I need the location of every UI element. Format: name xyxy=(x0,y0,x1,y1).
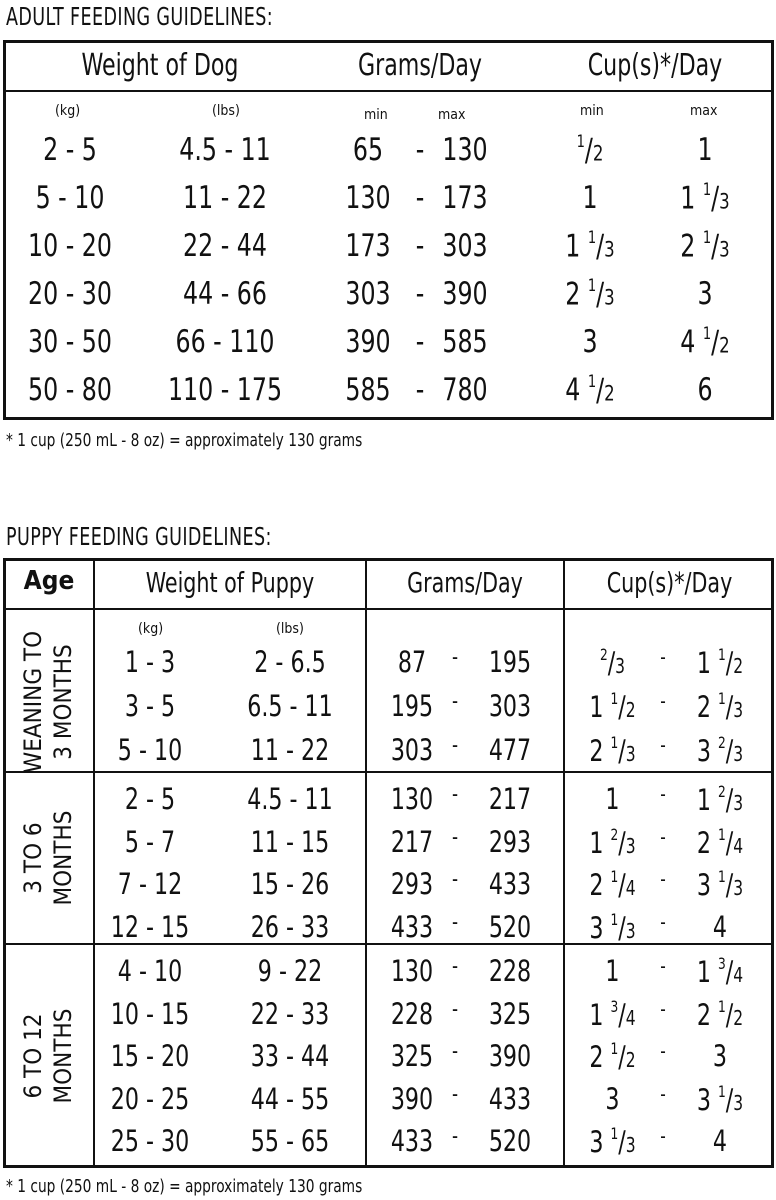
puppy-col-divider-weight xyxy=(365,558,367,1168)
puppy-cell-gmax: 303 xyxy=(488,689,532,723)
age-group-weaning-line1: WEANING TO xyxy=(19,630,47,774)
puppy-cell-lbs: 11 - 15 xyxy=(250,824,330,859)
puppy-cell-cmin: 2 $^1$/3 xyxy=(589,733,636,768)
puppy-cell-cmax: 4 xyxy=(712,909,728,944)
adult-cell-cmin: 1 xyxy=(582,180,598,216)
puppy-cell-gmax: 520 xyxy=(488,1124,532,1158)
adult-cell-gmax: 173 xyxy=(442,180,488,216)
adult-cell-gdash: - xyxy=(415,276,425,312)
puppy-cell-kg: 3 - 5 xyxy=(124,689,176,723)
adult-cell-gmin: 130 xyxy=(345,180,391,216)
adult-cell-gmax: 585 xyxy=(442,324,488,360)
puppy-cell-cmax: 2 $^1$/2 xyxy=(696,996,744,1032)
adult-unit-gmin: min xyxy=(364,107,388,123)
puppy-cell-cmin: 1 $^2$/3 xyxy=(589,824,636,860)
puppy-cell-kg: 4 - 10 xyxy=(117,954,183,988)
puppy-cell-lbs: 44 - 55 xyxy=(250,1081,330,1116)
puppy-cell-cdash: - xyxy=(660,909,666,934)
adult-cell-cmin: $^1$/2 xyxy=(576,132,604,169)
puppy-cell-gmin: 303 xyxy=(390,733,434,767)
puppy-cell-cdash: - xyxy=(660,645,666,669)
puppy-cell-gmax: 195 xyxy=(488,645,532,679)
adult-unit-cmin: min xyxy=(580,103,604,119)
puppy-header-cups: Cup(s)*/Day xyxy=(606,566,733,599)
puppy-cell-gmax: 390 xyxy=(488,1039,532,1073)
age-group-weaning xyxy=(18,622,78,782)
puppy-cell-cmin: $^2$/3 xyxy=(599,645,626,680)
adult-cell-kg: 30 - 50 xyxy=(28,324,112,360)
puppy-cell-cdash: - xyxy=(660,782,666,806)
age-group-6-12-line2: MONTHS xyxy=(49,1008,77,1104)
puppy-cell-gmax: 325 xyxy=(488,996,532,1031)
puppy-cell-cmin: 1 $^3$/4 xyxy=(589,996,636,1032)
age-group-weaning-line2: 3 MONTHS xyxy=(49,644,77,760)
puppy-cell-gmin: 217 xyxy=(390,824,434,859)
puppy-unit-lbs: (lbs) xyxy=(276,621,304,637)
adult-cell-lbs: 44 - 66 xyxy=(183,276,267,312)
adult-cell-gmin: 173 xyxy=(345,228,391,264)
puppy-cell-gmin: 325 xyxy=(390,1039,434,1073)
adult-cell-gmax: 130 xyxy=(442,132,488,168)
puppy-cell-gmin: 195 xyxy=(390,689,434,723)
puppy-cell-lbs: 9 - 22 xyxy=(257,954,323,988)
puppy-cell-gmin: 130 xyxy=(390,954,434,988)
adult-cell-gdash: - xyxy=(415,372,425,408)
puppy-cell-cdash: - xyxy=(660,1081,666,1106)
puppy-header-grams: Grams/Day xyxy=(407,566,523,599)
puppy-cell-cmax: 1 $^2$/3 xyxy=(696,782,744,817)
puppy-cell-gdash: - xyxy=(451,954,459,979)
puppy-cell-gmax: 433 xyxy=(488,1081,532,1116)
puppy-cell-lbs: 11 - 22 xyxy=(250,733,330,767)
puppy-cell-lbs: 33 - 44 xyxy=(250,1039,330,1073)
adult-cell-kg: 10 - 20 xyxy=(28,228,112,264)
adult-cell-gdash: - xyxy=(415,180,425,216)
puppy-cell-gdash: - xyxy=(451,909,459,935)
puppy-cell-cmax: 3 xyxy=(712,1039,728,1073)
adult-cell-cmax: 1 xyxy=(697,132,713,168)
puppy-cell-cmax: 1 $^3$/4 xyxy=(696,954,744,989)
adult-cell-lbs: 22 - 44 xyxy=(183,228,267,264)
puppy-cell-kg: 1 - 3 xyxy=(124,645,176,679)
puppy-cell-cmin: 1 xyxy=(605,782,620,816)
adult-cell-cmin: 3 xyxy=(582,324,598,360)
adult-header-cups: Cup(s)*/Day xyxy=(587,48,723,83)
puppy-cell-gdash: - xyxy=(451,1081,459,1107)
puppy-cell-gmin: 433 xyxy=(390,909,434,944)
puppy-cell-gmax: 293 xyxy=(488,824,532,859)
puppy-cell-gdash: - xyxy=(451,996,459,1022)
puppy-cell-gdash: - xyxy=(451,645,459,670)
puppy-cell-gdash: - xyxy=(451,782,459,807)
adult-cell-kg: 2 - 5 xyxy=(43,132,97,168)
adult-cell-gdash: - xyxy=(415,324,425,360)
puppy-cell-gdash: - xyxy=(451,733,459,758)
age-group-3-6 xyxy=(18,808,78,908)
puppy-header-weight: Weight of Puppy xyxy=(145,566,315,599)
puppy-cell-kg: 5 - 10 xyxy=(117,733,183,767)
adult-unit-gmax: max xyxy=(438,107,466,123)
adult-cell-cmax: 4 $^1$/2 xyxy=(680,324,730,361)
puppy-cell-kg: 20 - 25 xyxy=(110,1081,190,1116)
puppy-cell-cmax: 2 $^1$/3 xyxy=(696,689,744,724)
adult-cell-lbs: 110 - 175 xyxy=(167,372,283,408)
puppy-cell-cmax: 1 $^1$/2 xyxy=(696,645,744,680)
puppy-cell-gdash: - xyxy=(451,824,459,850)
adult-cell-gmin: 585 xyxy=(345,372,391,408)
adult-cell-gmax: 390 xyxy=(442,276,488,312)
puppy-title: PUPPY FEEDING GUIDELINES: xyxy=(6,522,272,551)
puppy-cell-gmax: 520 xyxy=(488,909,532,944)
puppy-cell-gdash: - xyxy=(451,1124,459,1149)
adult-header-weight: Weight of Dog xyxy=(81,48,239,83)
puppy-cell-gmax: 433 xyxy=(488,867,532,901)
puppy-cell-gmin: 390 xyxy=(390,1081,434,1116)
adult-cell-gmax: 303 xyxy=(442,228,488,264)
puppy-cell-cdash: - xyxy=(660,867,666,891)
puppy-cell-cmax: 2 $^1$/4 xyxy=(696,824,744,860)
adult-cell-gmin: 390 xyxy=(345,324,391,360)
puppy-cell-lbs: 22 - 33 xyxy=(250,996,330,1031)
puppy-cell-kg: 10 - 15 xyxy=(110,996,190,1031)
puppy-cell-lbs: 15 - 26 xyxy=(250,867,330,901)
adult-cell-cmin: 2 $^1$/3 xyxy=(565,276,615,313)
puppy-col-divider-grams xyxy=(563,558,565,1168)
puppy-cell-lbs: 26 - 33 xyxy=(250,909,330,944)
puppy-cell-kg: 12 - 15 xyxy=(110,909,190,944)
puppy-cell-kg: 5 - 7 xyxy=(124,824,176,859)
adult-title: ADULT FEEDING GUIDELINES: xyxy=(6,2,274,31)
puppy-unit-kg: (kg) xyxy=(138,621,164,637)
adult-cell-gmin: 303 xyxy=(345,276,391,312)
adult-header-divider xyxy=(3,90,774,92)
puppy-cell-cmin: 3 $^1$/3 xyxy=(589,909,636,945)
puppy-cell-cdash: - xyxy=(660,954,666,978)
adult-unit-cmax: max xyxy=(690,103,718,119)
adult-cell-gdash: - xyxy=(415,132,425,168)
puppy-cell-cmin: 3 $^1$/3 xyxy=(589,1124,636,1159)
puppy-cell-cmax: 3 $^1$/3 xyxy=(696,867,744,902)
puppy-cell-gmin: 130 xyxy=(390,782,434,816)
puppy-cell-cmax: 4 xyxy=(712,1124,728,1158)
adult-cell-cmax: 6 xyxy=(697,372,713,408)
puppy-cell-cdash: - xyxy=(660,689,666,713)
puppy-cell-lbs: 6.5 - 11 xyxy=(247,689,333,723)
adult-cell-gmin: 65 xyxy=(352,132,384,168)
puppy-cell-kg: 15 - 20 xyxy=(110,1039,190,1073)
puppy-footnote: * 1 cup (250 mL - 8 oz) = approximately 130 grams xyxy=(6,1176,363,1197)
puppy-cell-gmin: 87 xyxy=(397,645,427,679)
puppy-cell-cdash: - xyxy=(660,824,666,849)
puppy-cell-gmin: 433 xyxy=(390,1124,434,1158)
puppy-cell-cdash: - xyxy=(660,733,666,757)
adult-footnote: * 1 cup (250 mL - 8 oz) = approximately 130 grams xyxy=(6,430,363,451)
puppy-col-divider-age xyxy=(93,558,95,1168)
puppy-cell-gmin: 293 xyxy=(390,867,434,901)
puppy-cell-lbs: 4.5 - 11 xyxy=(247,782,333,816)
puppy-cell-cmax: 3 $^2$/3 xyxy=(696,733,744,768)
puppy-cell-kg: 7 - 12 xyxy=(117,867,183,901)
puppy-cell-cmin: 1 $^1$/2 xyxy=(589,689,636,724)
adult-cell-cmax: 2 $^1$/3 xyxy=(680,228,730,265)
adult-cell-gmax: 780 xyxy=(442,372,488,408)
adult-cell-gdash: - xyxy=(415,228,425,264)
adult-cell-cmax: 1 $^1$/3 xyxy=(680,180,730,217)
adult-unit-kg: (kg) xyxy=(55,103,81,119)
puppy-header-age: Age xyxy=(23,566,75,596)
age-group-6-12 xyxy=(18,1001,78,1111)
adult-cell-kg: 50 - 80 xyxy=(28,372,112,408)
puppy-cell-lbs: 55 - 65 xyxy=(250,1124,330,1158)
adult-header-grams: Grams/Day xyxy=(357,48,483,83)
age-group-6-12-line1: 6 TO 12 xyxy=(19,1013,47,1099)
adult-cell-lbs: 4.5 - 11 xyxy=(179,132,271,168)
puppy-cell-gdash: - xyxy=(451,867,459,892)
puppy-cell-gmin: 228 xyxy=(390,996,434,1031)
puppy-cell-cmin: 3 xyxy=(605,1081,620,1116)
puppy-cell-gdash: - xyxy=(451,689,459,714)
age-group-3-6-line1: 3 TO 6 xyxy=(19,822,47,894)
puppy-cell-cmin: 2 $^1$/2 xyxy=(589,1039,636,1074)
puppy-cell-cmax: 3 $^1$/3 xyxy=(696,1081,744,1117)
age-group-3-6-line2: MONTHS xyxy=(49,810,77,906)
puppy-cell-cmin: 2 $^1$/4 xyxy=(589,867,636,902)
adult-cell-lbs: 66 - 110 xyxy=(175,324,275,360)
puppy-cell-gmax: 228 xyxy=(488,954,532,988)
puppy-cell-cdash: - xyxy=(660,1039,666,1063)
puppy-cell-cmin: 1 xyxy=(605,954,620,988)
puppy-cell-kg: 2 - 5 xyxy=(124,782,176,816)
adult-cell-cmin: 4 $^1$/2 xyxy=(565,372,615,409)
puppy-cell-cdash: - xyxy=(660,1124,666,1148)
adult-cell-cmin: 1 $^1$/3 xyxy=(565,228,615,265)
adult-cell-lbs: 11 - 22 xyxy=(183,180,267,216)
adult-cell-kg: 20 - 30 xyxy=(28,276,112,312)
puppy-cell-gmax: 217 xyxy=(488,782,532,816)
puppy-cell-gmax: 477 xyxy=(488,733,532,767)
puppy-cell-gdash: - xyxy=(451,1039,459,1064)
adult-cell-kg: 5 - 10 xyxy=(35,180,105,216)
adult-unit-lbs: (lbs) xyxy=(212,103,240,119)
puppy-cell-lbs: 2 - 6.5 xyxy=(254,645,326,679)
adult-cell-cmax: 3 xyxy=(697,276,713,312)
puppy-group-divider-1 xyxy=(3,771,774,773)
puppy-cell-kg: 25 - 30 xyxy=(110,1124,190,1158)
puppy-cell-cdash: - xyxy=(660,996,666,1021)
puppy-header-divider xyxy=(3,608,774,610)
